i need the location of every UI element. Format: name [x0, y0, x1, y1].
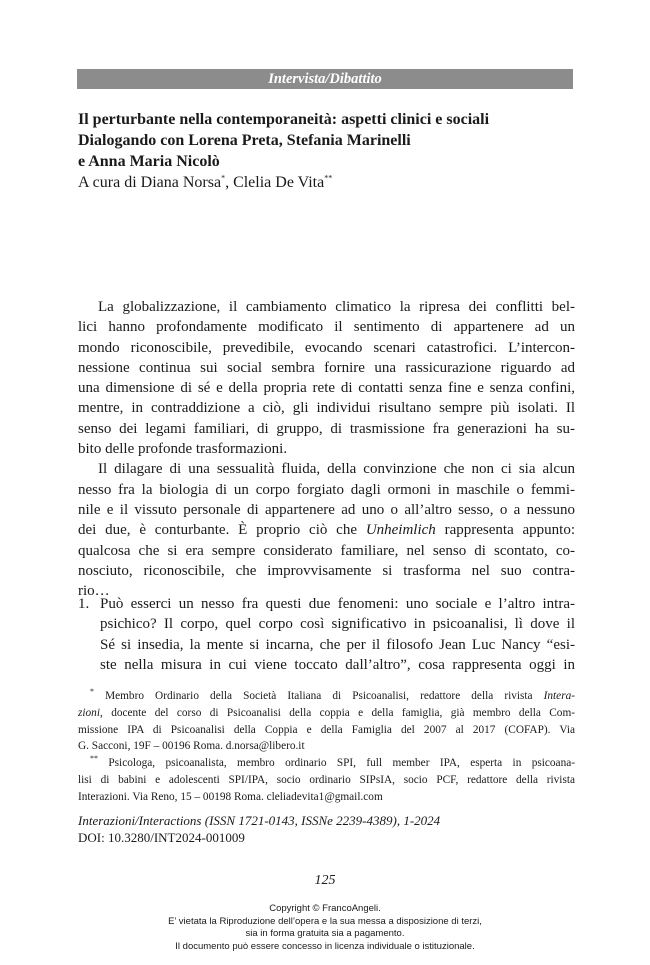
footnote-mark-2: **: [324, 173, 333, 183]
paragraph-2: [78, 459, 575, 601]
footnote-1-line: [78, 705, 575, 722]
footnote-text: , docente del corso di Psicoanalisi della coppia e della famiglia, già membro della Com-: [99, 706, 575, 719]
footnote-2-line: [78, 755, 575, 772]
article-header: [78, 109, 578, 193]
body-line: nessione continua sui social sembra fornire una rassicurazione riguardo ad: [78, 359, 575, 376]
journal-info: [78, 812, 440, 846]
body-text: [78, 297, 575, 601]
article-title-line-3: e Anna Maria Nicolò: [78, 153, 220, 170]
footnote-2-line: lisi di babini e adolescenti SPI/IPA, socio ordinario SIPsIA, socio PCF, redattore della rivista: [78, 773, 575, 786]
body-line: bito delle profonde trasformazioni.: [78, 441, 288, 458]
body-line-with-italic: [78, 520, 575, 540]
footnote-2-mark: **: [90, 754, 98, 764]
question-line: psichico? Il corpo, quel corpo così significativo in psicoanalisi, lì dove il: [100, 616, 575, 633]
question-line: Può esserci un nesso fra questi due fenomeni: uno sociale e l’altro intra-: [100, 596, 575, 612]
italic-term: Unheimlich: [365, 522, 436, 539]
page-number: 125: [314, 873, 336, 888]
copyright-line: E’ vietata la Riproduzione dell’opera e la sua messa a disposizione di terzi,: [168, 915, 482, 927]
copyright-notice: [0, 903, 650, 953]
editors-second: , Clelia De Vita: [225, 174, 325, 191]
footnote-1-line: [78, 688, 575, 705]
body-line: lici hanno profondamente modificato il sentimento di appartenere ad un: [78, 319, 575, 336]
question-line: Sé si insedia, la mente si incarna, che per il filosofo Jean Luc Nancy “esi-: [100, 636, 575, 653]
body-line: mentre, in contraddizione a ciò, gli individui risultano sempre più isolati. Il: [78, 400, 575, 417]
body-line: nosciuto, riconoscibile, che improvvisamente si trasforma nel suo contra-: [78, 562, 575, 579]
footnote-text: Psicologa, psicoanalista, membro ordinario SPI, full member IPA, esperta in psicoana-: [98, 757, 575, 770]
body-line: senso dei legami familiari, di gruppo, di trasmissione fra generazioni ha su-: [78, 420, 575, 437]
body-line: rio…: [78, 583, 110, 600]
question-number: 1.: [78, 596, 90, 612]
journal-citation: Interazioni/Interactions (ISSN 1721-0143, ISSNe 2239-4389), 1-2024: [78, 813, 441, 828]
paragraph-1: [78, 297, 575, 459]
footnote-2-line: Interazioni. Via Reno, 15 – 00198 Roma. cleliadevita1@gmail.com: [78, 790, 383, 803]
footnotes: [78, 688, 575, 806]
article-title-line-1: Il perturbante nella contemporaneità: aspetti clinici e sociali: [78, 111, 490, 128]
body-line: una dimensione di sé e della propria rete di contatti senza fine e senza confini,: [78, 380, 575, 397]
copyright-line: Copyright © FrancoAngeli.: [269, 903, 381, 914]
footnote-italic: zioni: [78, 706, 100, 719]
article-title-line-2: Dialogando con Lorena Preta, Stefania Marinelli: [78, 132, 411, 149]
doi: DOI: 10.3280/INT2024-001009: [78, 830, 245, 845]
body-line: Il dilagare di una sessualità fluida, della convinzione che non ci sia alcun: [98, 461, 575, 478]
question-1: [78, 594, 575, 675]
footnote-italic: Intera-: [543, 690, 575, 702]
footnote-1-line: G. Sacconi, 19F – 00196 Roma. d.norsa@libero.it: [78, 740, 305, 753]
body-text-segment: rappresenta appunto:: [435, 522, 576, 539]
editors-line: [78, 172, 578, 193]
footnote-text: Membro Ordinario della Società Italiana di Psicoanalisi, redattore della rivista: [94, 690, 544, 702]
section-banner: Intervista/Dibattito: [77, 69, 573, 89]
body-text-segment: dei due, è conturbante. È proprio ciò che: [78, 522, 357, 539]
question-line: ste nella misura in cui viene toccato dall’altro”, cosa rappresenta oggi in: [100, 656, 575, 673]
body-line: mondo riconoscibile, prevedibile, evocando scenari catastrofici. L’intercon-: [78, 339, 575, 356]
body-line: nile e il vissuto personale di appartenere ad uno o all’altro sesso, o a nessuno: [78, 501, 575, 518]
copyright-line: sia in forma gratuita sia a pagamento.: [245, 928, 405, 939]
body-line: La globalizzazione, il cambiamento climatico la ripresa dei conflitti bel-: [98, 299, 575, 315]
body-line: qualcosa che si era sempre considerato familiare, nel senso di scontato, co-: [78, 542, 575, 559]
footnote-mark-1: *: [221, 173, 226, 183]
footnote-1-mark: *: [90, 687, 94, 697]
footnote-1-line: missione IPA di Psicoanalisi della Coppia e della Famiglia del 2007 al 2017 (COFAP). Via: [78, 723, 575, 736]
copyright-line: Il documento può essere concesso in licenza individuale o istituzionale.: [175, 940, 475, 952]
body-line: nesso fra la biologia di un corpo forgiato dagli ormoni in maschile o femmi-: [78, 481, 575, 498]
editors-prefix: A cura di Diana Norsa: [78, 174, 222, 191]
